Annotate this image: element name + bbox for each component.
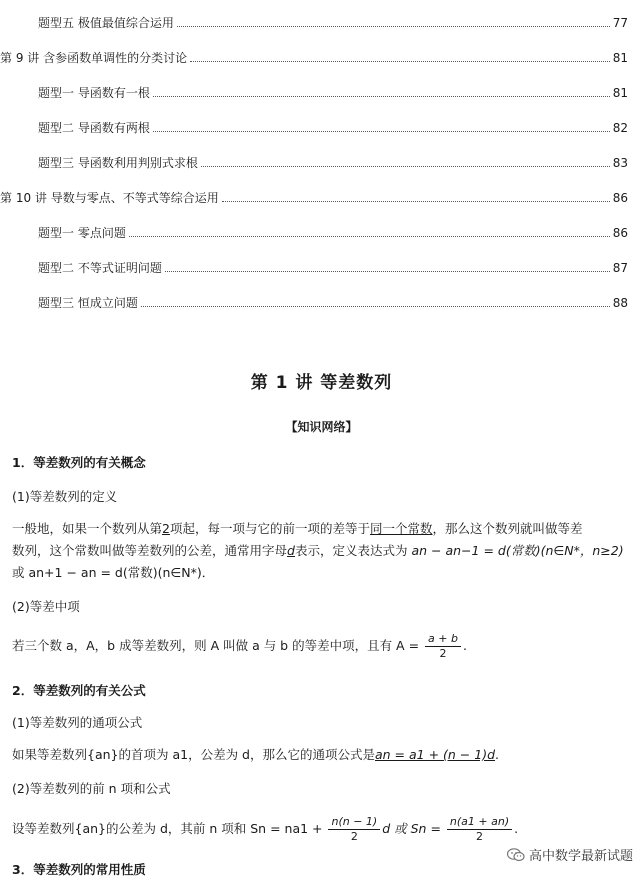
section-2-heading: 2．等差数列的有关公式	[12, 683, 146, 698]
toc-entry-title: 题型一 零点问题	[38, 226, 126, 240]
toc-entry-title: 题型二 不等式证明问题	[38, 261, 162, 275]
definition-line-3: 或 an+1 − an = d(常数)(n∈N*)．	[12, 565, 215, 580]
toc-entry[interactable]	[0, 47, 628, 65]
toc-entry-title: 题型二 导函数有两根	[38, 121, 150, 135]
knowledge-network-heading: 【知识网络】	[285, 420, 358, 434]
middle-term-fraction: $\frac{a + b}{2}$	[425, 632, 461, 661]
toc-entry-title: 第 9 讲 含参函数单调性的分类讨论	[0, 51, 188, 65]
definition-title: (1)等差数列的定义	[12, 489, 118, 504]
section-3-heading: 3．等差数列的常用性质	[12, 862, 146, 877]
definition-line-1: 一般地，如果一个数列从第2项起，每一项与它的前一项的差等于同一个常数，那么这个数列就叫做等差	[12, 521, 583, 536]
definition-line-2: 数列，这个常数叫做等差数列的公差，通常用字母d表示，定义表达式为 an − an−1 = d(常数)(n∈N*，n≥2)	[12, 543, 624, 558]
toc-leader-dots	[165, 270, 610, 272]
toc-leader-dots	[177, 25, 610, 27]
toc-leader-dots	[153, 130, 610, 132]
toc-entry-page: 88	[612, 296, 628, 310]
toc-entry[interactable]	[38, 222, 628, 240]
general-term-title: (1)等差数列的通项公式	[12, 715, 143, 730]
toc-entry-page: 81	[612, 51, 628, 65]
toc-leader-dots	[153, 95, 610, 97]
toc-entry[interactable]	[38, 292, 628, 310]
watermark	[507, 845, 633, 864]
middle-term-text: 若三个数 a，A，b 成等差数列，则 A 叫做 a 与 b 的等差中项，且有 A = $\frac{a + b}{2}$ .	[12, 632, 467, 660]
sum-formula-text: 设等差数列{an}的公差为 d，其前 n 项和 Sn = na1 + $\frac{n(n - 1)}{2}$ d 或 Sn = $\frac{n(a1 + an)}{2}$ .	[12, 815, 519, 843]
toc-entry[interactable]	[38, 82, 628, 100]
middle-term-title: (2)等差中项	[12, 599, 80, 614]
toc-leader-dots	[222, 200, 610, 202]
toc-entry[interactable]	[38, 117, 628, 135]
toc-leader-dots	[201, 165, 610, 167]
toc-entry[interactable]	[0, 187, 628, 205]
toc-entry-page: 77	[612, 16, 628, 30]
toc-entry-page: 83	[612, 156, 628, 170]
toc-entry[interactable]	[38, 152, 628, 170]
toc-entry-title: 题型三 导函数利用判别式求根	[38, 156, 198, 170]
sum-fraction-2: $\frac{n(a1 + an)}{2}$	[447, 815, 512, 844]
toc-leader-dots	[141, 305, 610, 307]
section-1-heading: 1．等差数列的有关概念	[12, 455, 146, 470]
wechat-icon	[507, 848, 525, 862]
toc-entry-page: 82	[612, 121, 628, 135]
toc-entry-title: 题型三 恒成立问题	[38, 296, 138, 310]
toc-entry-page: 87	[612, 261, 628, 275]
lecture-title: 第 1 讲 等差数列	[250, 373, 393, 393]
watermark-text: 高中数学最新试题	[528, 849, 633, 864]
toc-entry[interactable]	[38, 257, 628, 275]
toc-entry-page: 86	[612, 226, 628, 240]
toc-entry[interactable]	[38, 12, 628, 30]
sum-title: (2)等差数列的前 n 项和公式	[12, 781, 171, 796]
general-term-text: 如果等差数列{an}的首项为 a1，公差为 d，那么它的通项公式是an = a1 + (n − 1)d.	[12, 747, 499, 762]
sum-fraction-1: $\frac{n(n - 1)}{2}$	[328, 815, 380, 844]
toc-leader-dots	[129, 235, 610, 237]
toc-leader-dots	[190, 60, 610, 62]
toc-entry-page: 86	[612, 191, 628, 205]
toc-entry-title: 第 10 讲 导数与零点、不等式等综合运用	[0, 191, 219, 205]
toc-entry-page: 81	[612, 86, 628, 100]
toc-entry-title: 题型一 导函数有一根	[38, 86, 150, 100]
toc-entry-title: 题型五 极值最值综合运用	[38, 16, 174, 30]
